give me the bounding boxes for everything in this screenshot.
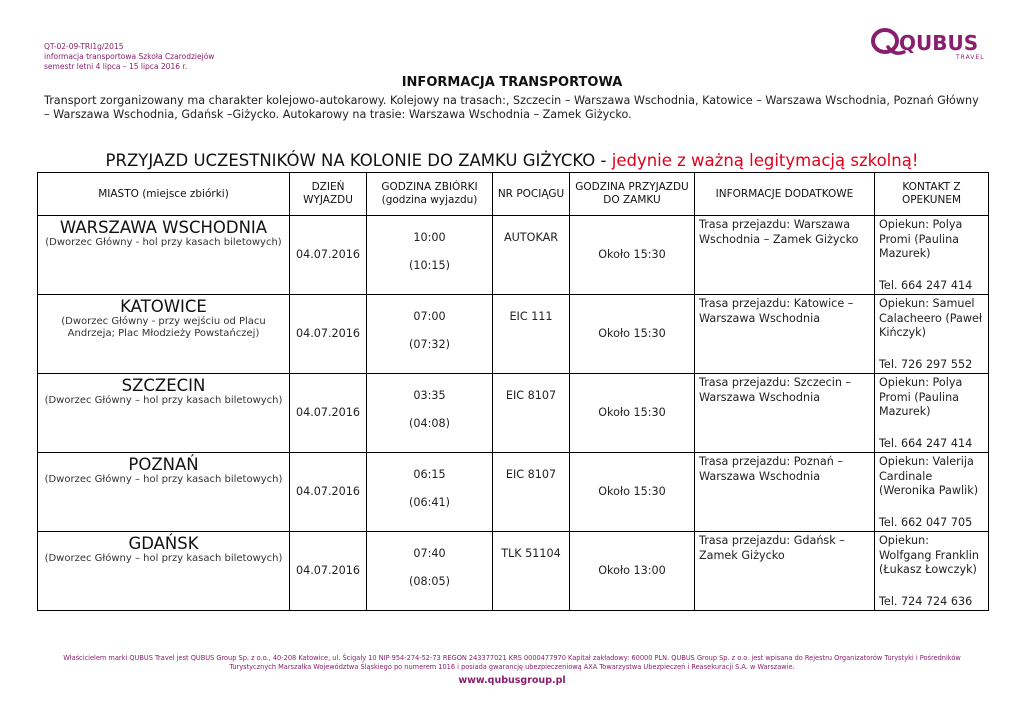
gather-time: 03:35 bbox=[413, 389, 446, 402]
table-row bbox=[38, 374, 989, 453]
departure-date: 04.07.2016 bbox=[290, 453, 367, 532]
intro-paragraph: Transport zorganizowany ma charakter kolejowo-autokarowy. Kolejowy na trasach:, Szczecin – Warszawa Wschodnia, Katowice – Warszawa Wschodnia, Poznań Główny – Warszawa Wschodnia, Gdańsk –Giżycko. Autokarowy na trasie: Warszawa Wschodnia – Zamek Giżycko. bbox=[44, 94, 979, 121]
column-header-train: NR POCIĄGU bbox=[493, 173, 570, 216]
footer-legal-line-1: Właścicielem marki QUBUS Travel jest QUBUS Group Sp. z o.o., 40-208 Katowice, ul. Ścigały 10 NIP 954-274-52-73 REGON 243377021 KRS 0000477970 Kapitał zakładowy: 60000 PLN. QUBUS Group Sp. z o.o. jest wpisana do Rejestru Organizatorów Turystyki i Pośredników bbox=[63, 654, 961, 662]
departure-date: 04.07.2016 bbox=[290, 216, 367, 295]
contact-cell bbox=[875, 374, 989, 453]
time-cell bbox=[367, 532, 493, 611]
guardian-phone: Tel. 664 247 414 bbox=[879, 278, 973, 292]
city-cell bbox=[38, 532, 290, 611]
document-subject: informacja transportowa Szkoła Czarodziejów bbox=[44, 52, 215, 61]
additional-info: Trasa przejazdu: Poznań – Warszawa Wschodnia bbox=[695, 453, 875, 532]
city-cell bbox=[38, 295, 290, 374]
guardian-name: Opiekun: Polya Promi (Paulina Mazurek) bbox=[879, 218, 963, 260]
departure-date: 04.07.2016 bbox=[290, 532, 367, 611]
meeting-place: (Dworzec Główny - hol przy kasach biletowych) bbox=[45, 237, 282, 248]
train-number: EIC 111 bbox=[509, 310, 553, 323]
city-name: SZCZECIN bbox=[121, 376, 206, 395]
city-name: WARSZAWA WSCHODNIA bbox=[59, 218, 268, 237]
city-cell bbox=[38, 453, 290, 532]
train-cell bbox=[493, 216, 570, 295]
guardian-phone: Tel. 726 297 552 bbox=[879, 357, 973, 371]
guardian-phone: Tel. 662 047 705 bbox=[879, 515, 973, 529]
depart-time: (06:41) bbox=[409, 495, 450, 509]
meeting-place: (Dworzec Główny – hol przy kasach biletowych) bbox=[44, 474, 283, 485]
footer bbox=[0, 654, 1024, 687]
time-cell bbox=[367, 374, 493, 453]
gather-time: 07:00 bbox=[413, 310, 446, 323]
contact-cell bbox=[875, 216, 989, 295]
additional-info: Trasa przejazdu: Gdańsk – Zamek Giżycko bbox=[695, 532, 875, 611]
city-name: POZNAŃ bbox=[128, 455, 199, 474]
main-heading bbox=[0, 151, 1024, 170]
depart-time: (08:05) bbox=[409, 574, 450, 588]
table-row bbox=[38, 453, 989, 532]
gather-time: 06:15 bbox=[413, 468, 446, 481]
departure-date: 04.07.2016 bbox=[290, 295, 367, 374]
logo-subtext: TRAVEL bbox=[956, 54, 985, 61]
column-header-arrival: GODZINA PRZYJAZDU DO ZAMKU bbox=[570, 173, 695, 216]
depart-time: (04:08) bbox=[409, 416, 450, 430]
departure-date: 04.07.2016 bbox=[290, 374, 367, 453]
additional-info: Trasa przejazdu: Warszawa Wschodnia – Zamek Giżycko bbox=[695, 216, 875, 295]
depart-time: (07:32) bbox=[409, 337, 450, 351]
guardian-name: Opiekun: Valerija Cardinale (Weronika Pawlik) bbox=[879, 455, 979, 497]
transport-table bbox=[37, 172, 989, 611]
contact-cell bbox=[875, 453, 989, 532]
city-cell bbox=[38, 374, 290, 453]
guardian-phone: Tel. 664 247 414 bbox=[879, 436, 973, 450]
train-cell bbox=[493, 453, 570, 532]
meeting-place: (Dworzec Główny – hol przy kasach biletowych) bbox=[44, 395, 283, 406]
table-row bbox=[38, 216, 989, 295]
arrival-time: Około 13:00 bbox=[570, 532, 695, 611]
train-number: TLK 51104 bbox=[501, 547, 561, 560]
guardian-name: Opiekun: Samuel Calacheero (Paweł Kińczyk) bbox=[879, 297, 983, 339]
meeting-place: (Dworzec Główny – hol przy kasach biletowych) bbox=[44, 553, 283, 564]
heading-highlight: jedynie z ważną legitymacją szkolną! bbox=[611, 151, 919, 170]
footer-legal-line-2: Turystycznych Marszałka Województwa Śląskiego po numerem 1016 i posiada gwarancję ubezpieczeniową AXA Towarzystwa Ubezpieczeń i Reasekuracji S.A. w Warszawie. bbox=[229, 663, 795, 671]
guardian-phone: Tel. 724 724 636 bbox=[879, 594, 973, 608]
table-row bbox=[38, 532, 989, 611]
contact-cell bbox=[875, 532, 989, 611]
document-term: semestr letni 4 lipca – 15 lipca 2016 r. bbox=[44, 62, 188, 71]
heading-main: PRZYJAZD UCZESTNIKÓW NA KOLONIE DO ZAMKU GIŻYCKO - bbox=[105, 151, 612, 170]
arrival-time: Około 15:30 bbox=[570, 453, 695, 532]
document-code: QT-02-09-TRI1g/2015 bbox=[44, 42, 124, 51]
depart-time: (10:15) bbox=[409, 258, 450, 272]
footer-website-link[interactable]: www.qubusgroup.pl bbox=[458, 675, 566, 686]
train-cell bbox=[493, 532, 570, 611]
time-cell bbox=[367, 295, 493, 374]
guardian-name: Opiekun: Wolfgang Franklin (Łukasz Łowczyk) bbox=[879, 534, 979, 576]
section-title: INFORMACJA TRANSPORTOWA bbox=[401, 75, 623, 90]
additional-info: Trasa przejazdu: Katowice – Warszawa Wschodnia bbox=[695, 295, 875, 374]
column-header-date: DZIEŃ WYJAZDU bbox=[290, 173, 367, 216]
train-number: EIC 8107 bbox=[505, 468, 557, 481]
train-cell bbox=[493, 374, 570, 453]
arrival-time: Około 15:30 bbox=[570, 295, 695, 374]
gather-time: 07:40 bbox=[413, 547, 446, 560]
table-row bbox=[38, 295, 989, 374]
guardian-name: Opiekun: Polya Promi (Paulina Mazurek) bbox=[879, 376, 963, 418]
logo-text: QUBUS bbox=[899, 31, 979, 55]
column-header-contact: KONTAKT Z OPEKUNEM bbox=[875, 173, 989, 216]
column-header-gather-time: GODZINA ZBIÓRKI (godzina wyjazdu) bbox=[367, 173, 493, 216]
qubus-logo bbox=[870, 22, 985, 62]
arrival-time: Około 15:30 bbox=[570, 374, 695, 453]
time-cell bbox=[367, 216, 493, 295]
table-header-row bbox=[38, 173, 989, 216]
document-code-block bbox=[44, 42, 214, 72]
train-number: AUTOKAR bbox=[503, 231, 559, 244]
meeting-place: (Dworzec Główny - przy wejściu od Placu Andrzeja; Plac Młodzieży Powstańczej) bbox=[61, 316, 266, 339]
column-header-city: MIASTO (miejsce zbiórki) bbox=[38, 173, 290, 216]
contact-cell bbox=[875, 295, 989, 374]
arrival-time: Około 15:30 bbox=[570, 216, 695, 295]
column-header-info: INFORMACJE DODATKOWE bbox=[695, 173, 875, 216]
train-number: EIC 8107 bbox=[505, 389, 557, 402]
city-name: KATOWICE bbox=[120, 297, 207, 316]
time-cell bbox=[367, 453, 493, 532]
city-name: GDAŃSK bbox=[128, 534, 199, 553]
additional-info: Trasa przejazdu: Szczecin – Warszawa Wschodnia bbox=[695, 374, 875, 453]
city-cell bbox=[38, 216, 290, 295]
gather-time: 10:00 bbox=[413, 231, 446, 244]
train-cell bbox=[493, 295, 570, 374]
